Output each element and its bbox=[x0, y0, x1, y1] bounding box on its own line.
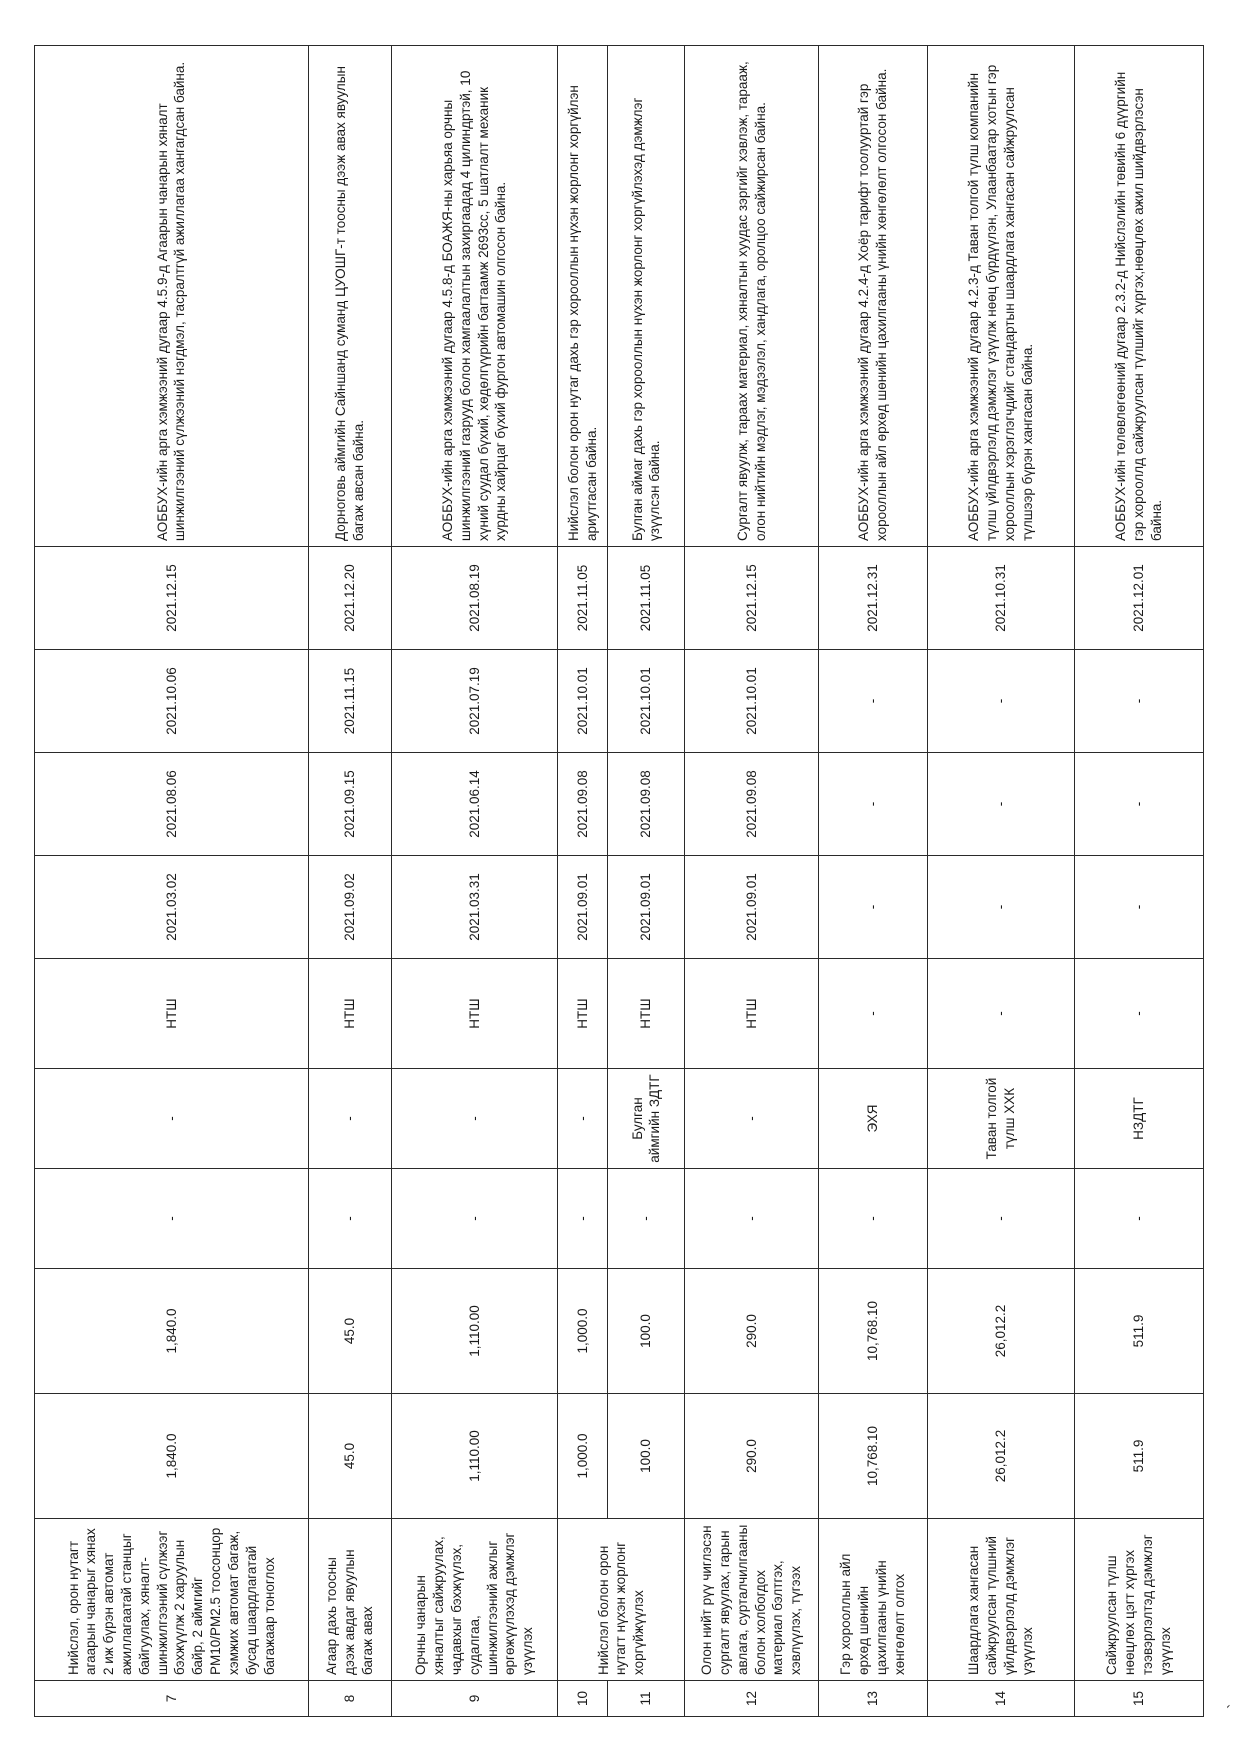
implementing-org: - bbox=[308, 1069, 391, 1169]
procurement-method: - bbox=[1075, 959, 1204, 1069]
contract-date: - bbox=[927, 650, 1075, 753]
completion-date: 2021.12.15 bbox=[685, 547, 818, 650]
table-row bbox=[608, 46, 685, 1717]
contract-amount: 45.0 bbox=[308, 1269, 391, 1394]
row-number: 10 bbox=[558, 1681, 608, 1717]
other-source: - bbox=[1075, 1169, 1204, 1269]
result-description: АОББУХ-ийн арга хэмжээний дугаар 4.5.8-д БОАЖЯ-ны харьяа орчны шинжилгээний газрууд болон хамгаалалтын захиргаадад 4 цилиндртэй, 10 хүний суудал бүхий, хөдөлгүүрийн багтаамж 2693сс, 5 шатлалт механик хурдны хайрцаг бүхий фургон автомашин олгосон байна. bbox=[392, 46, 558, 547]
contract-date: 2021.11.15 bbox=[308, 650, 391, 753]
announce-date: 2021.09.01 bbox=[608, 856, 685, 959]
contract-date: 2021.10.01 bbox=[558, 650, 608, 753]
procurement-method: НТШ bbox=[35, 959, 309, 1069]
activity-name: Олон нийт рүү чиглэсэн сургалт явуулах, гарын авлага, сурталчилгааны болон холбогдох материал бэлтгэх, хэвлүүлэх, түгээх bbox=[685, 1519, 818, 1681]
activity-name: Сайжруулсан түлш нөөцлөх цэгт хүргэх тээвэрлэлтэд дэмжлэг үзүүлэх bbox=[1075, 1519, 1204, 1681]
table-row bbox=[35, 46, 309, 1717]
planned-amount: 45.0 bbox=[308, 1394, 391, 1519]
contract-date: 2021.07.19 bbox=[392, 650, 558, 753]
evaluation-date: 2021.09.08 bbox=[685, 753, 818, 856]
result-description: Нийслэл болон орон нутаг дахь гэр хорооллын нүхэн жорлонг хоргүйлэн ариутгасан байна. bbox=[558, 46, 608, 547]
evaluation-date: 2021.08.06 bbox=[35, 753, 309, 856]
procurement-method: НТШ bbox=[558, 959, 608, 1069]
row-number: 15 bbox=[1075, 1681, 1204, 1717]
announce-date: - bbox=[927, 856, 1075, 959]
row-number: 11 bbox=[608, 1681, 685, 1717]
planned-amount: 1,110.00 bbox=[392, 1394, 558, 1519]
contract-date: 2021.10.01 bbox=[685, 650, 818, 753]
announce-date: 2021.09.02 bbox=[308, 856, 391, 959]
table-row bbox=[818, 46, 927, 1717]
implementing-org: Булган аймгийн ЗДТГ bbox=[608, 1069, 685, 1169]
planned-amount: 511.9 bbox=[1075, 1394, 1204, 1519]
evaluation-date: 2021.09.15 bbox=[308, 753, 391, 856]
table-row bbox=[1075, 46, 1204, 1717]
evaluation-date: - bbox=[818, 753, 927, 856]
other-source: - bbox=[308, 1169, 391, 1269]
completion-date: 2021.12.15 bbox=[35, 547, 309, 650]
activity-name: Гэр хорооллын айл өрхөд шөнийн цахилгааны үнийн хөнгөлөлт олгох bbox=[818, 1519, 927, 1681]
completion-date: 2021.12.31 bbox=[818, 547, 927, 650]
completion-date: 2021.11.05 bbox=[608, 547, 685, 650]
implementing-org: - bbox=[392, 1069, 558, 1169]
completion-date: 2021.12.20 bbox=[308, 547, 391, 650]
scan-mark: ` bbox=[1226, 1703, 1243, 1709]
procurement-method: НТШ bbox=[308, 959, 391, 1069]
evaluation-date: 2021.06.14 bbox=[392, 753, 558, 856]
planned-amount: 26,012.2 bbox=[927, 1394, 1075, 1519]
table-row bbox=[685, 46, 818, 1717]
other-source: - bbox=[608, 1169, 685, 1269]
implementing-org: - bbox=[685, 1069, 818, 1169]
completion-date: 2021.08.19 bbox=[392, 547, 558, 650]
announce-date: 2021.03.31 bbox=[392, 856, 558, 959]
activity-name: Шаардлага хангасан сайжруулсан түлшний үйлдвэрлэлд дэмжлэг үзүүлэх bbox=[927, 1519, 1075, 1681]
result-description: Булган аймаг дахь гэр хорооллын нүхэн жорлонг хоргүйлэхэд дэмжлэг үзүүлсэн байна. bbox=[608, 46, 685, 547]
table-row bbox=[308, 46, 391, 1717]
activity-name: Нийслэл болон орон нутагт нүхэн жорлонг хоргүйжүүлэх bbox=[558, 1519, 685, 1681]
table-row bbox=[392, 46, 558, 1717]
announce-date: 2021.03.02 bbox=[35, 856, 309, 959]
contract-amount: 1,000.0 bbox=[558, 1269, 608, 1394]
other-source: - bbox=[35, 1169, 309, 1269]
evaluation-date: 2021.09.08 bbox=[558, 753, 608, 856]
row-number: 7 bbox=[35, 1681, 309, 1717]
activity-name: Нийслэл, орон нутагт агаарын чанарыг хянах 2 иж бүрэн автомат ажиллагаатай станцыг байгуулах, хяналт-шинжилгээний сүлжээг бэхжүүлж 2 харуулын байр, 2 аймгийг PM10/PM2.5 тоосонцор хэмжих автомат багаж, бусад шаардлагатай багажаар тоноглох bbox=[35, 1519, 309, 1681]
contract-amount: 290.0 bbox=[685, 1269, 818, 1394]
other-source: - bbox=[927, 1169, 1075, 1269]
procurement-method: НТШ bbox=[608, 959, 685, 1069]
other-source: - bbox=[558, 1169, 608, 1269]
row-number: 8 bbox=[308, 1681, 391, 1717]
evaluation-date: 2021.09.08 bbox=[608, 753, 685, 856]
result-description: АОББУХ-ийн арга хэмжээний дугаар 4.2.4-д Хоёр тарифт тоолууртай гэр хорооллын айл өрхөд шөнийн цахилгааны үнийн хөнгөлөлт олгосон байна. bbox=[818, 46, 927, 547]
other-source: - bbox=[818, 1169, 927, 1269]
contract-date: 2021.10.06 bbox=[35, 650, 309, 753]
planned-amount: 100.0 bbox=[608, 1394, 685, 1519]
procurement-table bbox=[34, 45, 1204, 1717]
result-description: АОББУХ-ийн арга хэмжээний дугаар 4.5.9-д Агаарын чанарын хяналт шинжилгээний сүлжээний нэгдмэл, тасралтгүй ажиллагаа хангагдсан байна. bbox=[35, 46, 309, 547]
contract-date: - bbox=[818, 650, 927, 753]
activity-name: Агаар дахь тоосны дээж авдаг явуулын багаж авах bbox=[308, 1519, 391, 1681]
planned-amount: 1,000.0 bbox=[558, 1394, 608, 1519]
result-description: АОББУХ-ийн арга хэмжээний дугаар 4.2.3-д Таван толгой түлш компанийн түлш үйлдвэрлэлд дэмжлэг үзүүлж нөөц бүрдүүлэн, Улаанбаатар хотын гэр хорооллын хэрэглэгчдийг стандартын шаардлага хангасан сайжруулсан түлшээр бүрэн хангасан байна. bbox=[927, 46, 1075, 547]
procurement-method: - bbox=[927, 959, 1075, 1069]
procurement-method: НТШ bbox=[392, 959, 558, 1069]
contract-amount: 10,768.10 bbox=[818, 1269, 927, 1394]
result-description: АОББУХ-ийн төлөвлөгөөний дугаар 2.3.2-д Нийслэлийн төвийн 6 дүүргийн гэр хорооллд сайжруулсан түлшийг хүргэх,нөөцлөх ажил шийдвэрлэсэн байна. bbox=[1075, 46, 1204, 547]
contract-date: - bbox=[1075, 650, 1204, 753]
completion-date: 2021.12.01 bbox=[1075, 547, 1204, 650]
result-description: Сургалт явуулж, тараах материал, хяналтын хуудас зэргийг хэвлэж, тарааж, олон нийтийн мэдлэг, мэдээлэл, хандлага, оролцоо сайжирсан байна. bbox=[685, 46, 818, 547]
planned-amount: 1,840.0 bbox=[35, 1394, 309, 1519]
implementing-org: - bbox=[558, 1069, 608, 1169]
result-description: Дорноговь аймгийн Сайншанд суманд ЦУОШГ-т тоосны дээж авах явуулын багаж авсан байна. bbox=[308, 46, 391, 547]
completion-date: 2021.11.05 bbox=[558, 547, 608, 650]
evaluation-date: - bbox=[927, 753, 1075, 856]
announce-date: - bbox=[1075, 856, 1204, 959]
table-row bbox=[558, 46, 608, 1717]
announce-date: 2021.09.01 bbox=[685, 856, 818, 959]
announce-date: - bbox=[818, 856, 927, 959]
row-number: 9 bbox=[392, 1681, 558, 1717]
completion-date: 2021.10.31 bbox=[927, 547, 1075, 650]
row-number: 12 bbox=[685, 1681, 818, 1717]
contract-amount: 1,110.00 bbox=[392, 1269, 558, 1394]
contract-date: 2021.10.01 bbox=[608, 650, 685, 753]
planned-amount: 290.0 bbox=[685, 1394, 818, 1519]
implementing-org: ЭХЯ bbox=[818, 1069, 927, 1169]
implementing-org: НЗДТГ bbox=[1075, 1069, 1204, 1169]
contract-amount: 26,012.2 bbox=[927, 1269, 1075, 1394]
announce-date: 2021.09.01 bbox=[558, 856, 608, 959]
row-number: 14 bbox=[927, 1681, 1075, 1717]
activity-name: Орчны чанарын хяналтыг сайжруулах, чадавхыг бэхжүүлэх, судалгаа, шинжилгээний ажлыг өргөжүүлэхэд дэмжлэг үзүүлэх bbox=[392, 1519, 558, 1681]
evaluation-date: - bbox=[1075, 753, 1204, 856]
contract-amount: 100.0 bbox=[608, 1269, 685, 1394]
table-row bbox=[927, 46, 1075, 1717]
implementing-org: Таван толгой түлш ХХК bbox=[927, 1069, 1075, 1169]
other-source: - bbox=[685, 1169, 818, 1269]
planned-amount: 10,768.10 bbox=[818, 1394, 927, 1519]
procurement-method: НТШ bbox=[685, 959, 818, 1069]
other-source: - bbox=[392, 1169, 558, 1269]
contract-amount: 1,840.0 bbox=[35, 1269, 309, 1394]
row-number: 13 bbox=[818, 1681, 927, 1717]
implementing-org: - bbox=[35, 1069, 309, 1169]
procurement-method: - bbox=[818, 959, 927, 1069]
contract-amount: 511.9 bbox=[1075, 1269, 1204, 1394]
